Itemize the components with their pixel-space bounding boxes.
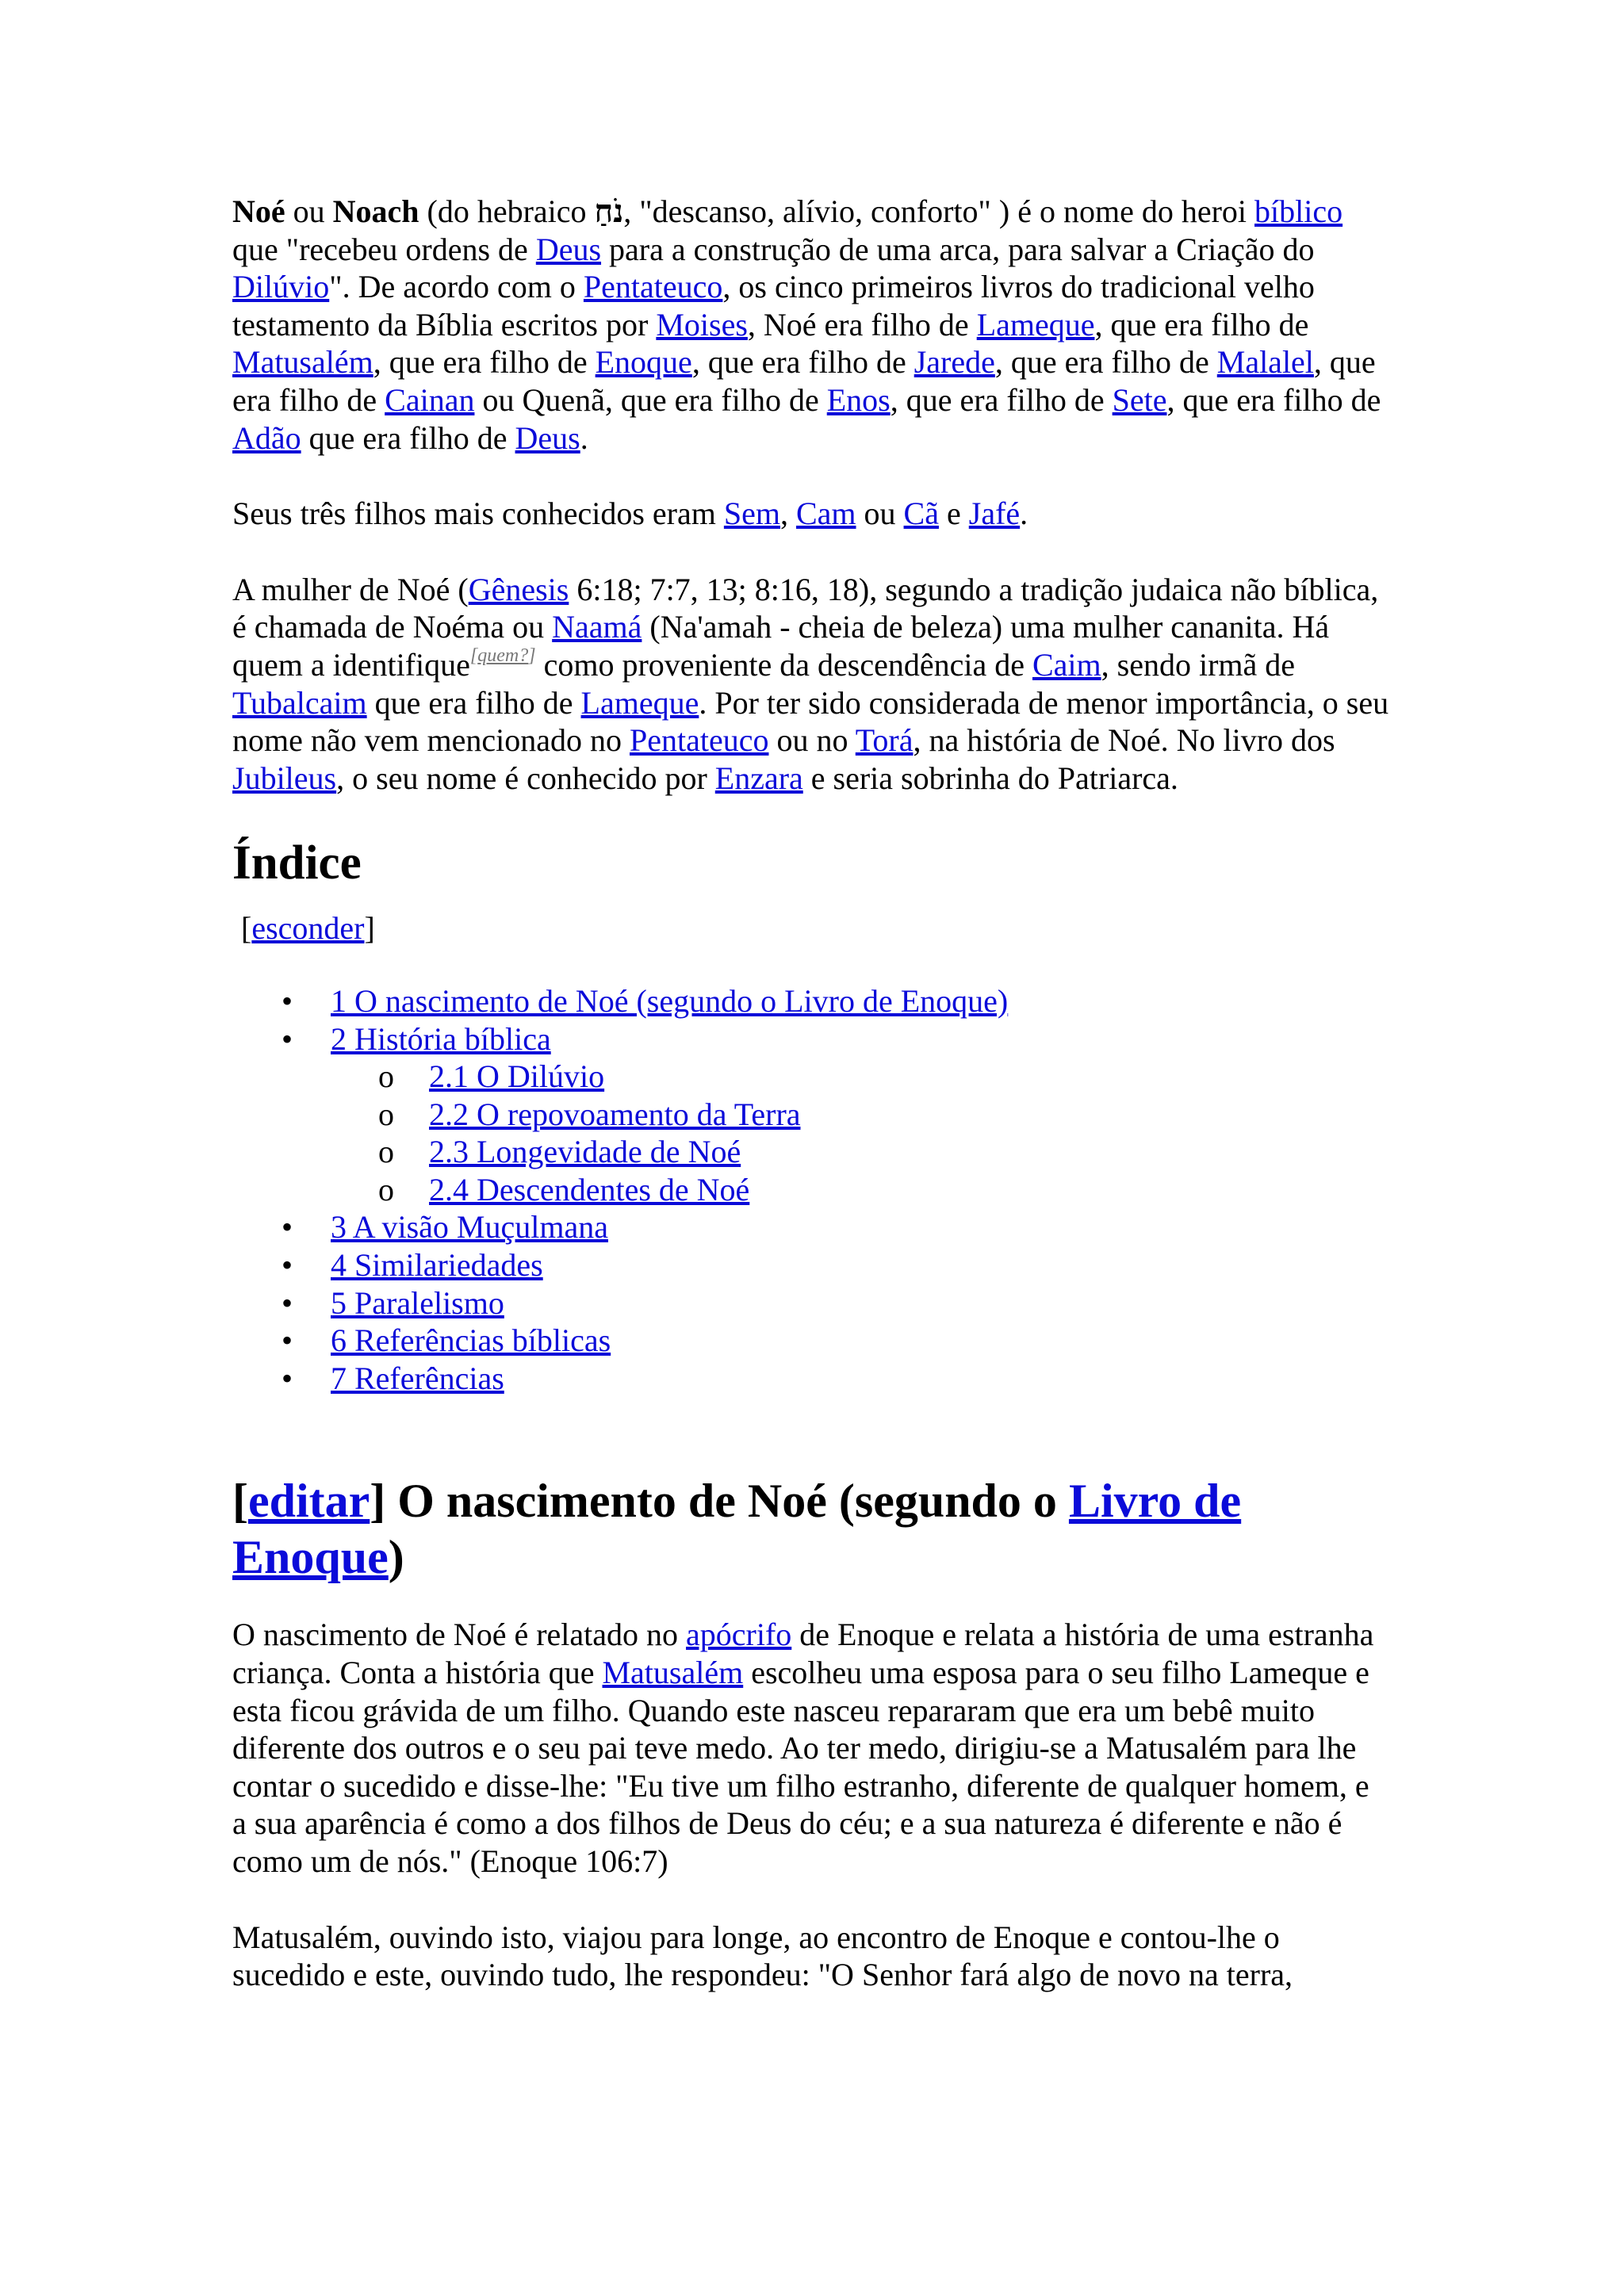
toc-title: Índice (232, 836, 362, 890)
toc-link[interactable]: 2.3 Longevidade de Noé (429, 1134, 741, 1170)
text-run: , o seu nome é conhecido por (336, 760, 715, 796)
toc-sub-bullet: o (378, 1058, 394, 1095)
toc-item (232, 1322, 1390, 1360)
text-run: , sendo irmã de (1101, 646, 1296, 683)
text-run: , que era filho de (994, 344, 1217, 381)
link-sete[interactable]: Sete (1112, 381, 1167, 418)
link-enoque[interactable]: Enoque (595, 344, 692, 381)
text-run: , os cinco primeiros livros do tradicional velho testamento da Bíblia escritos por (232, 269, 1315, 342)
section-paragraph-2 (232, 1919, 1390, 1994)
citation-needed: [quem?] (469, 645, 536, 666)
text-run: , Noé era filho de (747, 306, 977, 342)
toc-link[interactable]: 3 A visão Muçulmana (331, 1209, 608, 1246)
link-apocrifo[interactable]: apócrifo (686, 1617, 792, 1653)
link-lameque[interactable]: Lameque (976, 306, 1095, 342)
link-sem[interactable]: Sem (723, 496, 780, 532)
link-genesis[interactable]: Gênesis (468, 571, 569, 607)
text-run: . (1020, 496, 1028, 532)
toc-link[interactable]: 7 Referências (331, 1360, 504, 1396)
link-jarede[interactable]: Jarede (914, 344, 995, 381)
link-matusalem[interactable]: Matusalém (232, 344, 373, 381)
article-body (232, 193, 1390, 2032)
section-paragraph-1 (232, 1616, 1390, 1880)
bold-term: Noé (232, 193, 285, 229)
text-run: O nascimento de Noé é relatado no (232, 1617, 687, 1653)
text-run: . (580, 419, 588, 456)
text-run: Matusalém, ouvindo isto, viajou para longe, ao encontro de Enoque e contou-lhe o sucedido e este, ouvindo tudo, lhe respondeu: "O Senhor fará algo de novo na terra, (232, 1919, 1293, 1993)
link-caim[interactable]: Caim (1032, 646, 1101, 683)
text-run: escolheu uma esposa para o seu filho Lameque e esta ficou grávida de um filho. Quando este nasceu repararam que era um bebê muito diferente dos outros e o seu pai teve medo. Ao ter medo, dirigiu-se a Matusalém para lhe contar o sucedido e disse-lhe: "Eu tive um filho estranho, diferente de qualquer homem, e a sua aparência é como a dos filhos de Deus do céu; e a sua natureza é diferente e não é como um de nós." (Enoque 106:7) (232, 1655, 1369, 1879)
toc-bullet: • (282, 1247, 293, 1284)
link-deus[interactable]: Deus (515, 419, 580, 456)
link-livro-de-enoque[interactable]: Livro de Enoque (232, 1475, 1242, 1584)
link-pentateuco[interactable]: Pentateuco (583, 269, 723, 305)
table-of-contents (232, 835, 1390, 1397)
text-run: , (780, 496, 796, 532)
toc-subitem (232, 1058, 1390, 1096)
toc-toggle: [esconder] (241, 910, 375, 947)
toc-bullet: • (282, 982, 293, 1019)
toc-sub-bullet: o (378, 1134, 394, 1170)
toc-link[interactable]: 1 O nascimento de Noé (segundo o Livro de Enoque) (331, 982, 1009, 1019)
toc-item (232, 1208, 1390, 1246)
text-run: , que era filho de (373, 344, 596, 381)
text-run: que "recebeu ordens de (232, 231, 536, 267)
toc-subitem (232, 1171, 1390, 1209)
link-jafe[interactable]: Jafé (968, 496, 1021, 532)
link-editar[interactable]: editar (247, 1475, 370, 1528)
toc-bullet: • (282, 1322, 293, 1359)
text-run: . Por ter sido considerada de menor importância, o seu nome não vem mencionado no (232, 684, 1389, 759)
toc-link[interactable]: 2.4 Descendentes de Noé (429, 1171, 750, 1207)
toc-link[interactable]: 4 Similariedades (331, 1247, 543, 1284)
toc-link[interactable]: 2.1 O Dilúvio (429, 1058, 605, 1095)
text-run: , "descanso, alívio, conforto" ) é o nome do heroi (623, 193, 1255, 229)
text-run: , que era filho de (1094, 306, 1309, 342)
toc-item (232, 1020, 1390, 1058)
text-run: , que era filho de (232, 344, 1376, 418)
toc-sub-bullet: o (378, 1096, 394, 1132)
link-biblico[interactable]: bíblico (1254, 193, 1343, 229)
link-diluvio[interactable]: Dilúvio (232, 269, 330, 305)
toc-link[interactable]: 2 História bíblica (331, 1020, 551, 1057)
link-jubileus[interactable]: Jubileus (232, 760, 337, 796)
bold-term: Noach (332, 193, 419, 229)
toc-item (232, 982, 1390, 1020)
text-run: ) (388, 1531, 404, 1584)
text-run: [ (232, 1475, 248, 1528)
text-run: ou (856, 496, 904, 532)
link-matusalem[interactable]: Matusalém (602, 1655, 744, 1691)
link-cam[interactable]: Cam (796, 496, 856, 532)
link-adao[interactable]: Adão (232, 419, 301, 456)
link-enzara[interactable]: Enzara (714, 760, 803, 796)
toc-hide-link[interactable]: esconder (251, 910, 365, 947)
toc-bullet: • (282, 1020, 293, 1057)
link-tubalcaim[interactable]: Tubalcaim (232, 684, 367, 721)
toc-item (232, 1360, 1390, 1398)
toc-link[interactable]: 2.2 O repovoamento da Terra (429, 1096, 801, 1132)
link-malalel[interactable]: Malalel (1216, 344, 1314, 381)
toc-bullet: • (282, 1284, 293, 1321)
text-run: ou (285, 193, 333, 229)
text-run: (Na'amah - cheia de beleza) uma mulher cananita. Há quem a identifique (232, 609, 1330, 683)
text-run: e seria sobrinha do Patriarca. (802, 760, 1178, 796)
link-cainan[interactable]: Cainan (385, 381, 475, 418)
link-naama[interactable]: Naamá (552, 609, 642, 645)
toc-subitem (232, 1096, 1390, 1134)
text-run: 6:18; 7:7, 13; 8:16, 18), segundo a tradição judaica não bíblica, é chamada de Noéma ou (232, 571, 1379, 645)
text-run: ] O nascimento de Noé (segundo o (370, 1475, 1069, 1528)
toc-sub-bullet: o (378, 1171, 394, 1207)
toc-item (232, 1246, 1390, 1284)
toc-list (232, 982, 1390, 1398)
link-deus[interactable]: Deus (535, 231, 602, 267)
toc-item (232, 1284, 1390, 1322)
intro-paragraph-2 (232, 495, 1390, 533)
toc-subitem (232, 1133, 1390, 1171)
link-moises[interactable]: Moises (656, 306, 748, 342)
link-lameque[interactable]: Lameque (580, 684, 699, 721)
toc-bullet: • (282, 1360, 293, 1396)
intro-paragraph-1 (232, 193, 1390, 457)
text-run: ou no (768, 722, 856, 759)
text-run: , que era filho de (1166, 381, 1381, 418)
intro-paragraph-3 (232, 571, 1390, 798)
text-run: de Enoque e relata a história de uma estranha criança. Conta a história que (232, 1617, 1374, 1691)
toc-link[interactable]: 6 Referências bíblicas (331, 1322, 611, 1359)
text-run: (do hebraico (419, 193, 595, 229)
link-tora[interactable]: Torá (855, 722, 914, 759)
bold-term: נֹחַ (594, 193, 624, 229)
text-run: A mulher de Noé ( (232, 571, 469, 607)
text-run: como proveniente da descendência de (535, 646, 1032, 683)
text-run: , que era filho de (890, 381, 1113, 418)
text-run: e (938, 496, 969, 532)
text-run: , na história de Noé. No livro dos (913, 722, 1335, 759)
text-run: ". De acordo com o (329, 269, 584, 305)
text-run: ou Quenã, que era filho de (474, 381, 827, 418)
section-heading-nascimento (232, 1473, 1390, 1586)
text-run: para a construção de uma arca, para salvar a Criação do (601, 231, 1315, 267)
text-run: que era filho de (366, 684, 581, 721)
text-run: , que era filho de (691, 344, 914, 381)
toc-bullet: • (282, 1209, 293, 1246)
text-run: que era filho de (301, 419, 515, 456)
link-enos[interactable]: Enos (826, 381, 891, 418)
link-ca[interactable]: Cã (903, 496, 939, 532)
text-run: Seus três filhos mais conhecidos eram (232, 496, 724, 532)
toc-link[interactable]: 5 Paralelismo (331, 1284, 504, 1321)
citation-needed-link[interactable]: quem? (477, 645, 529, 666)
link-pentateuco[interactable]: Pentateuco (629, 722, 769, 759)
